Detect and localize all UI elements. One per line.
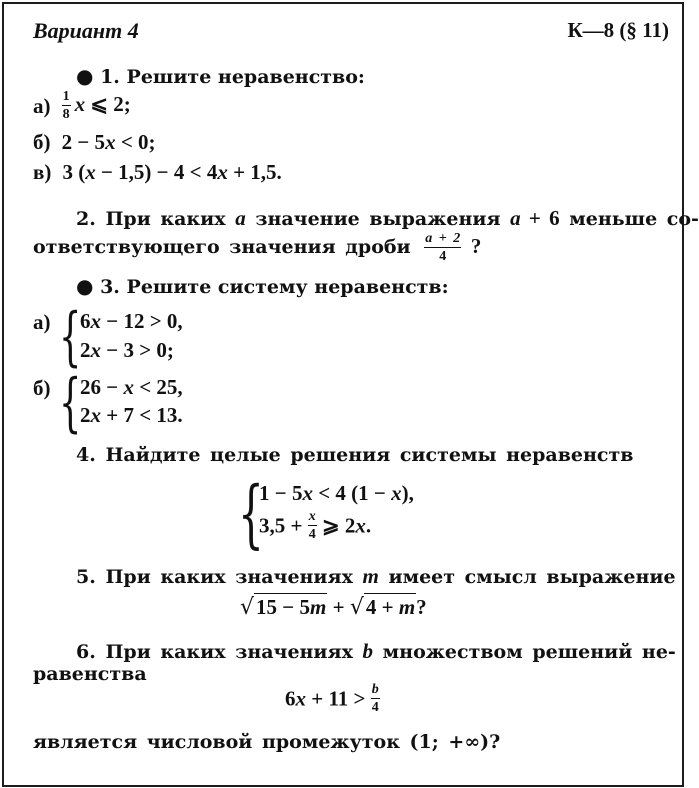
expression-part: . (365, 513, 372, 538)
task-number: 2. (76, 208, 96, 230)
text-part: меньше со- (569, 208, 699, 230)
expression-part: + 6 (520, 206, 560, 230)
variable: m (310, 595, 327, 619)
task-1a-expression (62, 89, 131, 122)
expression-part: 6 (285, 686, 296, 711)
system-brace-icon: { (238, 471, 264, 557)
expression-part: ), (401, 481, 414, 505)
fraction-denominator: 8 (62, 107, 70, 122)
task-3-heading (76, 274, 449, 298)
text-part: значение выражения (255, 208, 501, 230)
expression-part: + (327, 595, 350, 619)
variable: x (85, 160, 96, 184)
task-prompt: Решите неравенство: (126, 66, 365, 88)
expression-part: 15 − 5 (256, 595, 310, 619)
expression-part: 2 (80, 338, 91, 362)
fraction (371, 683, 380, 715)
variable: x (105, 130, 116, 154)
variable: a (235, 206, 246, 230)
expression-part: ⩾ 2 (316, 513, 356, 538)
expression-rest: ⩽ 2; (85, 91, 131, 116)
variable: x (90, 309, 101, 333)
expression-part: < 0; (115, 130, 156, 154)
text-part: При каких (105, 208, 226, 230)
expression-part: + 11 > (306, 686, 371, 711)
variable: b (362, 639, 374, 663)
task-1b (33, 130, 156, 155)
variable: x (74, 91, 86, 116)
task-prompt: Решите систему неравенств: (126, 276, 449, 298)
expression-part: < 25, (133, 375, 183, 399)
task-4-heading (76, 444, 633, 466)
item-label: в) (33, 160, 52, 184)
bullet-marker: ● (76, 274, 94, 298)
task-2-line-1 (76, 206, 699, 231)
task-5-expression (240, 595, 427, 620)
test-code: К—8 (§ 11) (567, 18, 669, 42)
expression-part: 2 (80, 403, 91, 427)
fraction-denominator: 4 (371, 700, 379, 715)
task-prompt: Найдите целые решения системы неравенств (105, 444, 634, 466)
fraction-numerator: 1 (62, 89, 70, 104)
item-label: б) (33, 376, 51, 400)
task-5-heading (76, 564, 676, 589)
bullet-marker: ● (76, 64, 94, 88)
task-1a (33, 90, 131, 122)
variable: m (362, 564, 379, 588)
system-3a-line-1 (80, 309, 183, 334)
variable: m (398, 595, 416, 619)
variable: x (90, 403, 101, 427)
system-3a-line-2 (80, 338, 174, 363)
task-1c (33, 160, 282, 185)
text-part: При каких значениях (105, 641, 353, 663)
expression-part: 26 − (80, 375, 124, 399)
variable: x (355, 513, 366, 538)
task-number: 1. (100, 66, 120, 88)
expression-part: + 1,5. (227, 160, 282, 184)
variable: x (123, 375, 134, 399)
item-label: а) (33, 93, 51, 118)
sqrt-icon: √ (349, 595, 364, 620)
radicand (254, 593, 327, 619)
expression-part: − 3 > 0; (101, 338, 174, 362)
system-4-line-2 (259, 510, 371, 542)
question-mark: ? (470, 234, 482, 258)
expression-part: 2 − 5 (61, 130, 106, 154)
expression-part: 1 − 5 (259, 481, 303, 505)
task-number: 6. (76, 641, 96, 663)
variable: x (391, 481, 402, 505)
task-6-line-3: является числовой промежуток (1; +∞)? (33, 731, 501, 753)
question-mark: ? (416, 595, 427, 619)
sqrt-icon: √ (240, 595, 255, 620)
system-brace-icon: { (59, 366, 82, 440)
text-part: При каких значениях (105, 566, 353, 588)
task-6-line-1 (76, 639, 676, 664)
variable: x (302, 481, 313, 505)
task-number: 4. (76, 444, 96, 466)
expression-part: + 7 < 13. (101, 403, 183, 427)
variable: x (295, 686, 306, 711)
expression-part: − 12 > 0, (101, 309, 183, 333)
text-part: имеет смысл выражение (388, 566, 676, 588)
task-1-heading (76, 64, 365, 88)
fraction-denominator: 4 (439, 249, 447, 264)
item-label: а) (33, 310, 51, 334)
system-3b-line-1 (80, 375, 183, 400)
task-2-line-2 (33, 232, 481, 264)
fraction (424, 232, 461, 264)
expression-part: 4 + (365, 595, 399, 619)
expression-part: 6 (80, 309, 91, 333)
task-6-inequality (285, 683, 380, 715)
expression-part: < 4 (1 − (312, 481, 392, 505)
fraction (308, 510, 317, 542)
fraction-numerator: x (308, 509, 316, 524)
variable: x (90, 338, 101, 362)
text-part: множеством решений не- (382, 641, 676, 663)
task-6-line-2: равенства (33, 663, 147, 685)
fraction-numerator: b (371, 682, 379, 697)
radicand (364, 593, 416, 619)
task-1b-expression (62, 130, 156, 154)
expression-part: 3,5 + (259, 513, 308, 538)
variant-title: Вариант 4 (33, 18, 139, 43)
text-part: ответствующего значения дроби (33, 236, 411, 258)
fraction (62, 90, 71, 122)
variable: x (217, 160, 228, 184)
task-1c-expression (62, 160, 281, 184)
fraction-numerator: a + 2 (425, 231, 461, 246)
variable: a (510, 206, 521, 230)
expression-part: 3 ( (62, 160, 86, 184)
task-number: 3. (100, 276, 120, 298)
fraction-denominator: 4 (308, 527, 316, 542)
system-3b-line-2 (80, 403, 183, 428)
system-4-line-1 (259, 481, 414, 506)
expression-part: − 1,5) − 4 < 4 (95, 160, 218, 184)
system-brace-icon: { (59, 300, 82, 374)
task-number: 5. (76, 566, 96, 588)
item-label: б) (33, 130, 51, 154)
